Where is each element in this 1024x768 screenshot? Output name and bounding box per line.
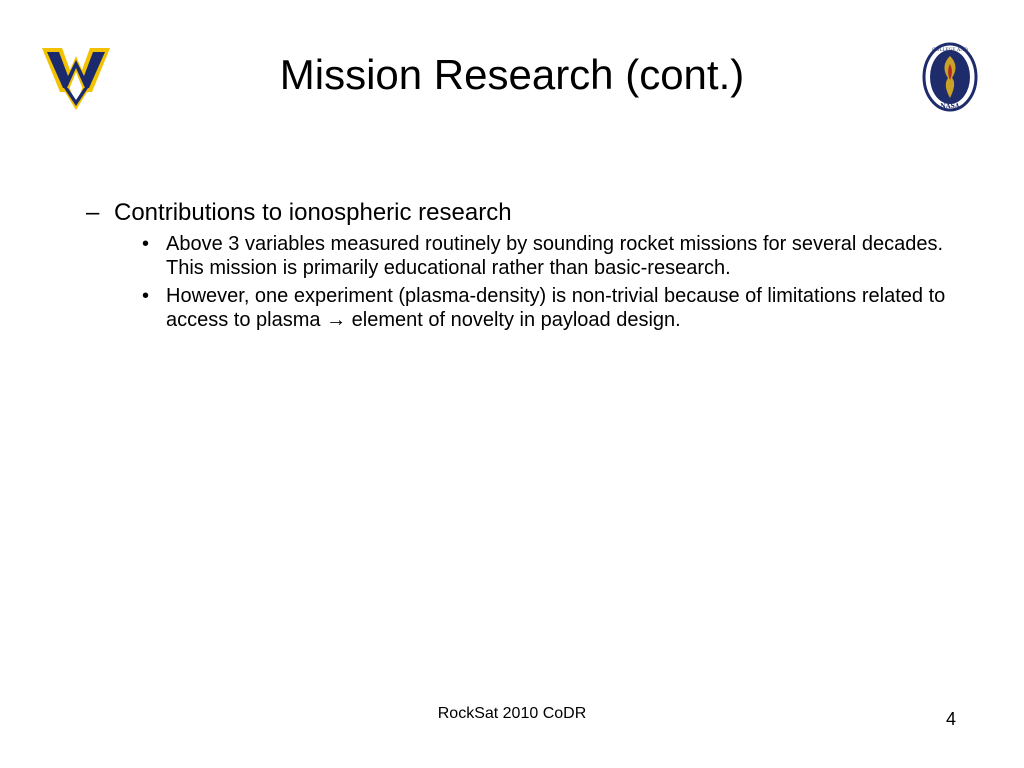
page-number: 4 (946, 709, 957, 729)
heading-text: Contributions to ionospheric research (114, 199, 512, 226)
bullet-item (86, 232, 946, 280)
seal-top-text: COLLEGE AND (932, 48, 968, 53)
bullet-marker: • (142, 233, 150, 255)
bullet-item (86, 284, 946, 332)
slide-footer: RockSat 2010 CoDR (437, 705, 587, 722)
heading-item (86, 198, 946, 228)
seal-bottom-text: NASA (940, 103, 960, 110)
slide-title: Mission Research (cont.) (279, 51, 745, 98)
dash-marker: – (86, 199, 100, 226)
bullet-text: However, one experiment (plasma-density) is non-trivial because of limitations related to access to plasma → element of novelty in payload design. (166, 285, 946, 331)
bullet-text: Above 3 variables measured routinely by sounding rocket missions for several decades. This mission is primarily educational rather than basic-research. (166, 233, 944, 279)
bullet-marker: • (142, 285, 150, 307)
slide-body (86, 198, 946, 332)
